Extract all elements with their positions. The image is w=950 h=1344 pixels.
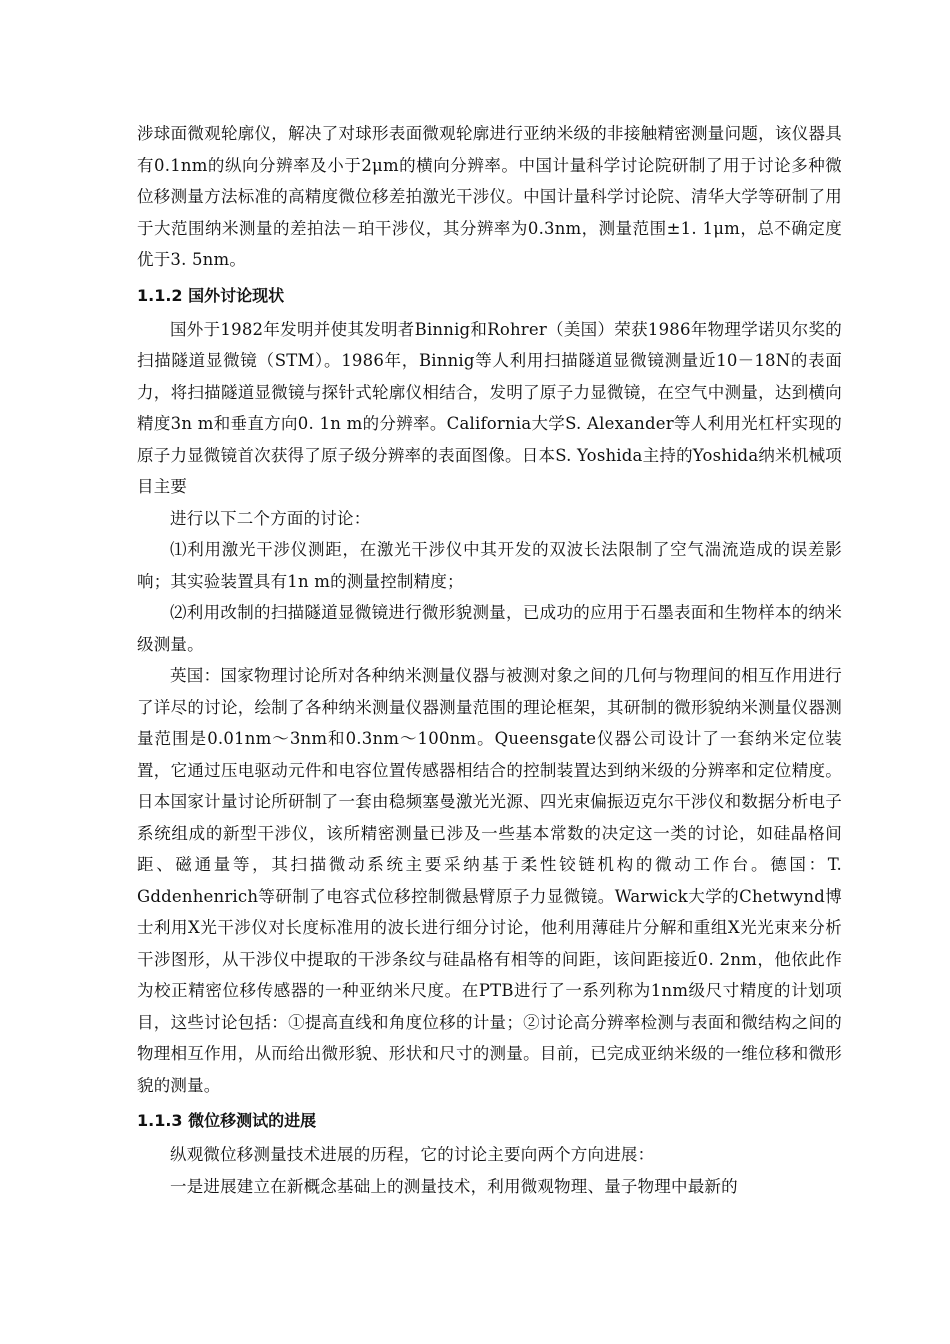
paragraph-progress-intro: 纵观微位移测量技术进展的历程，它的讨论主要向两个方向进展： [170, 1145, 655, 1164]
list-item-1: ⑴利用激光干涉仪测距，在激光干涉仪中其开发的双波长法限制了空气湍流造成的误差影响；其实验装置具有1n m的测量控制精度； [137, 540, 842, 591]
list-item-2: ⑵利用改制的扫描隧道显微镜进行微形貌测量，已成功的应用于石墨表面和生物样本的纳米级测量。 [137, 603, 842, 654]
paragraph-progress-direction-1: 一是进展建立在新概念基础上的测量技术，利用微观物理、量子物理中最新的 [170, 1176, 738, 1196]
paragraph-china-research: 涉球面微观轮廓仪，解决了对球形表面微观轮廓进行亚纳米级的非接触精密测量问题，该仪器具有0.1nm的纵向分辨率及小于2μm的横向分辨率。中国计量科学讨论院研制了用于讨论多种微位移测量方法标准的高精度微位移差拍激光干涉仪。中国计量科学讨论院、清华大学等研制了用于大范围纳米测量的差拍法－珀干涉仪，其分辨率为0.3nm，测量范围±1. 1μm，总不确定度优于3. 5nm。 [137, 124, 842, 269]
section-heading-1-1-2: 1.1.2 国外讨论现状 [137, 285, 285, 305]
document-page [137, 118, 842, 1202]
section-heading-1-1-3: 1.1.3 微位移测试的进展 [137, 1111, 317, 1130]
paragraph-stm-history-continuation: 进行以下二个方面的讨论： [170, 508, 371, 528]
paragraph-stm-history [137, 314, 842, 535]
paragraph-stm-history-text: 国外于1982年发明并使其发明者Binnig和Rohrer（美国）荣获1986年物理学诺贝尔奖的扫描隧道显微镜（STM）。1986年，Binnig等人利用扫描隧道显微镜测量近10－18N的表面力，将扫描隧道显微镜与探针式轮廓仪相结合，发明了原子力显微镜，在空气中测量，达到横向精度3n m和垂直方向0. 1n m的分辨率。California大学S. Alexander等人利用光杠杆实现的原子力显微镜首次获得了原子级分辨率的表面图像。日本S. Yoshida主持的Yoshida纳米机械项目主要 [137, 319, 842, 496]
paragraph-uk-research: 英国：国家物理讨论所对各种纳米测量仪器与被测对象之间的几何与物理间的相互作用进行了详尽的讨论，绘制了各种纳米测量仪器测量范围的理论框架，其研制的微形貌纳米测量仪器测量范围是0.01nm～3nm和0.3nm～100nm。Queensgate仪器公司设计了一套纳米定位装置，它通过压电驱动元件和电容位置传感器相结合的控制装置达到纳米级的分辨率和定位精度。日本国家计量讨论所研制了一套由稳频塞曼激光光源、四光束偏振迈克尔干涉仪和数据分析电子系统组成的新型干涉仪，该所精密测量已涉及一些基本常数的决定这一类的讨论，如硅晶格间距、磁通量等，其扫描微动系统主要采纳基于柔性铰链机构的微动工作台。德国：T. Gddenhenrich等研制了电容式位移控制微悬臂原子力显微镜。Warwick大学的Chetwynd博士利用X光干涉仪对长度标准用的波长进行细分讨论，他利用薄硅片分解和重组X光光束来分析干涉图形，从干涉仪中提取的干涉条纹与硅晶格有相等的间距，该间距接近0. 2nm，他依此作为校正精密位移传感器的一种亚纳米尺度。在PTB进行了一系列称为1nm级尺寸精度的计划项目，这些讨论包括：①提高直线和角度位移的计量；②讨论高分辨率检测与表面和微结构之间的物理相互作用，从而给出微形貌、形状和尺寸的测量。目前，已完成亚纳米级的一维位移和微形貌的测量。 [137, 666, 842, 1095]
